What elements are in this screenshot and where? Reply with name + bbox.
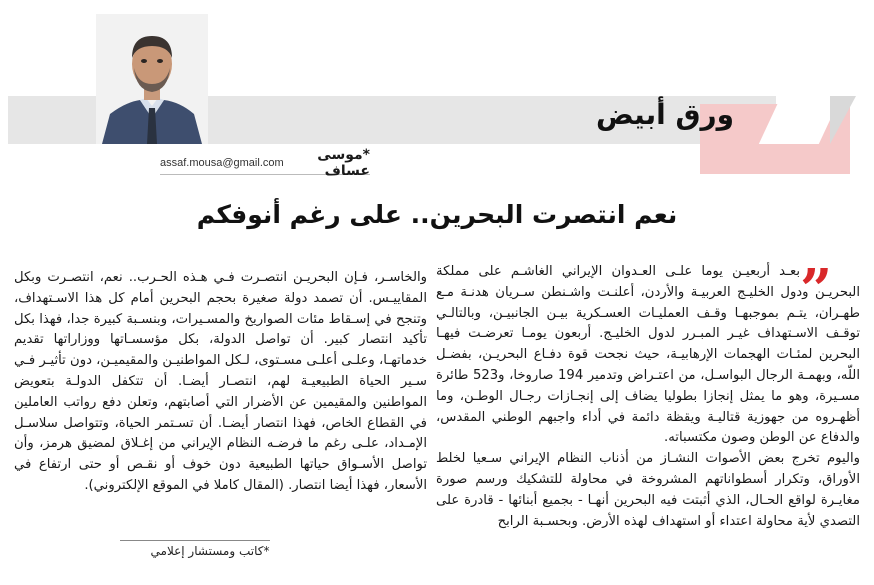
author-footnote: *كاتب ومستشار إعلامي bbox=[150, 544, 270, 558]
page-fold-icon bbox=[830, 96, 856, 144]
author-byline bbox=[160, 147, 370, 179]
column-title: ورق أبيض bbox=[595, 98, 734, 131]
article-headline: نعم انتصرت البحرين.. على رغم أنوفكم bbox=[196, 200, 678, 229]
author-name: *موسى عساف bbox=[317, 147, 370, 179]
left-paragraph-1: والخاسـر، فـإن البحريـن انتصـرت فـي هـذه الحـرب.. نعم، انتصـرت وبكل المقاييـس. أن تصمد دولة صغيرة بحجم البحرين أمام كل هذا الاسـتهداف، وتنجح في إسـقاط مئات الصواريخ والمسـيرات، وبنسـبة كبيرة جدا، فهذا بكل تأكيد انتصار كبير. أن تواصل الدولة، بكل مؤسسـاتها ووزاراتها تقديم خدماتهـا، وعلـى أعلـى مسـتوى، لـكل المواطنيـن والمقيميـن، دون تأثيـر فـي سـير الحياة الطبيعيـة لهم، انتصـار أيضـا. أن تتكفل الدولـة بتعويض المواطنين والمقيمين عن الأضرار التي أصابتهم، وتعلن دفع رواتب العاملين في القطاع الخاص، فهذا انتصار أيضـا. أن تسـتمر الحياة، وتتواصل سلاسـل الإمـداد، علـى رغم ما فرضـه النظام الإيراني من إغـلاق لمضيق هرمز، وأن تواصل الأسـواق حياتها الطبيعية دون خوف أو نقـص أو حتى ارتفاع في الأسعار، فهذا أيضا انتصار. (المقال كاملا في الموقع الإلكتروني). bbox=[14, 270, 427, 493]
author-email[interactable]: assaf.mousa@gmail.com bbox=[160, 157, 284, 169]
footnote-divider bbox=[120, 540, 270, 541]
right-paragraph-1: بعـد أربعيـن يوما علـى العـدوان الإيراني الغاشـم على مملكة البحريـن ودول الخليـج العربيـة والأردن، أعلنـت واشـنطن سـريان هدنـة مـع طهـران، يتـم بموجبهـا وقـف العمليـات العسـكرية بيـن الجانبيـن، وبالتالـي توقـف الاسـتهداف غيـر المبـرر لدول الخليـج. أربعون يومـا تعرضـت فيهـا البحرين لمئـات الهجمات الإرهابيـة، حيث نجحت قوة دفـاع البحريـن، بفضـل اللّه، وبهمـة الرجال البواسـل، من اعتـراض وتدمير 194 صاروخا، و523 طائرة مسـيرة، وهو ما يمثل إنجازا بطوليا يضاف إلى إنجـازات رجـال الوطـن، وما أظهـروه من جهوزية قتاليـة ويقظة دائمة في أداء واجبهم الوطني المقدس، والدفاع عن الوطن وصون مكتسباته. bbox=[436, 264, 860, 446]
article-left-column bbox=[14, 268, 427, 497]
author-portrait-icon bbox=[96, 14, 208, 144]
quote-icon: ” bbox=[800, 257, 833, 323]
right-paragraph-2: واليوم تخرج بعض الأصوات النشـاز من أذناب النظام الإيراني سـعيا لخلط الأوراق، وتكرار أسطواناتهم المشروخة في محاولة للتشكيك ورسم صورة مغايـرة لواقع الحـال، الذي أثبتت فيه البحرين أنهـا - بجميع أبنائها - قادرة على التصدي لأية محاولة اعتداء أو استهداف لهذه الأرض. وبحسـبة الرابح bbox=[436, 451, 860, 529]
author-photo bbox=[96, 14, 208, 144]
article-right-column bbox=[436, 257, 860, 532]
